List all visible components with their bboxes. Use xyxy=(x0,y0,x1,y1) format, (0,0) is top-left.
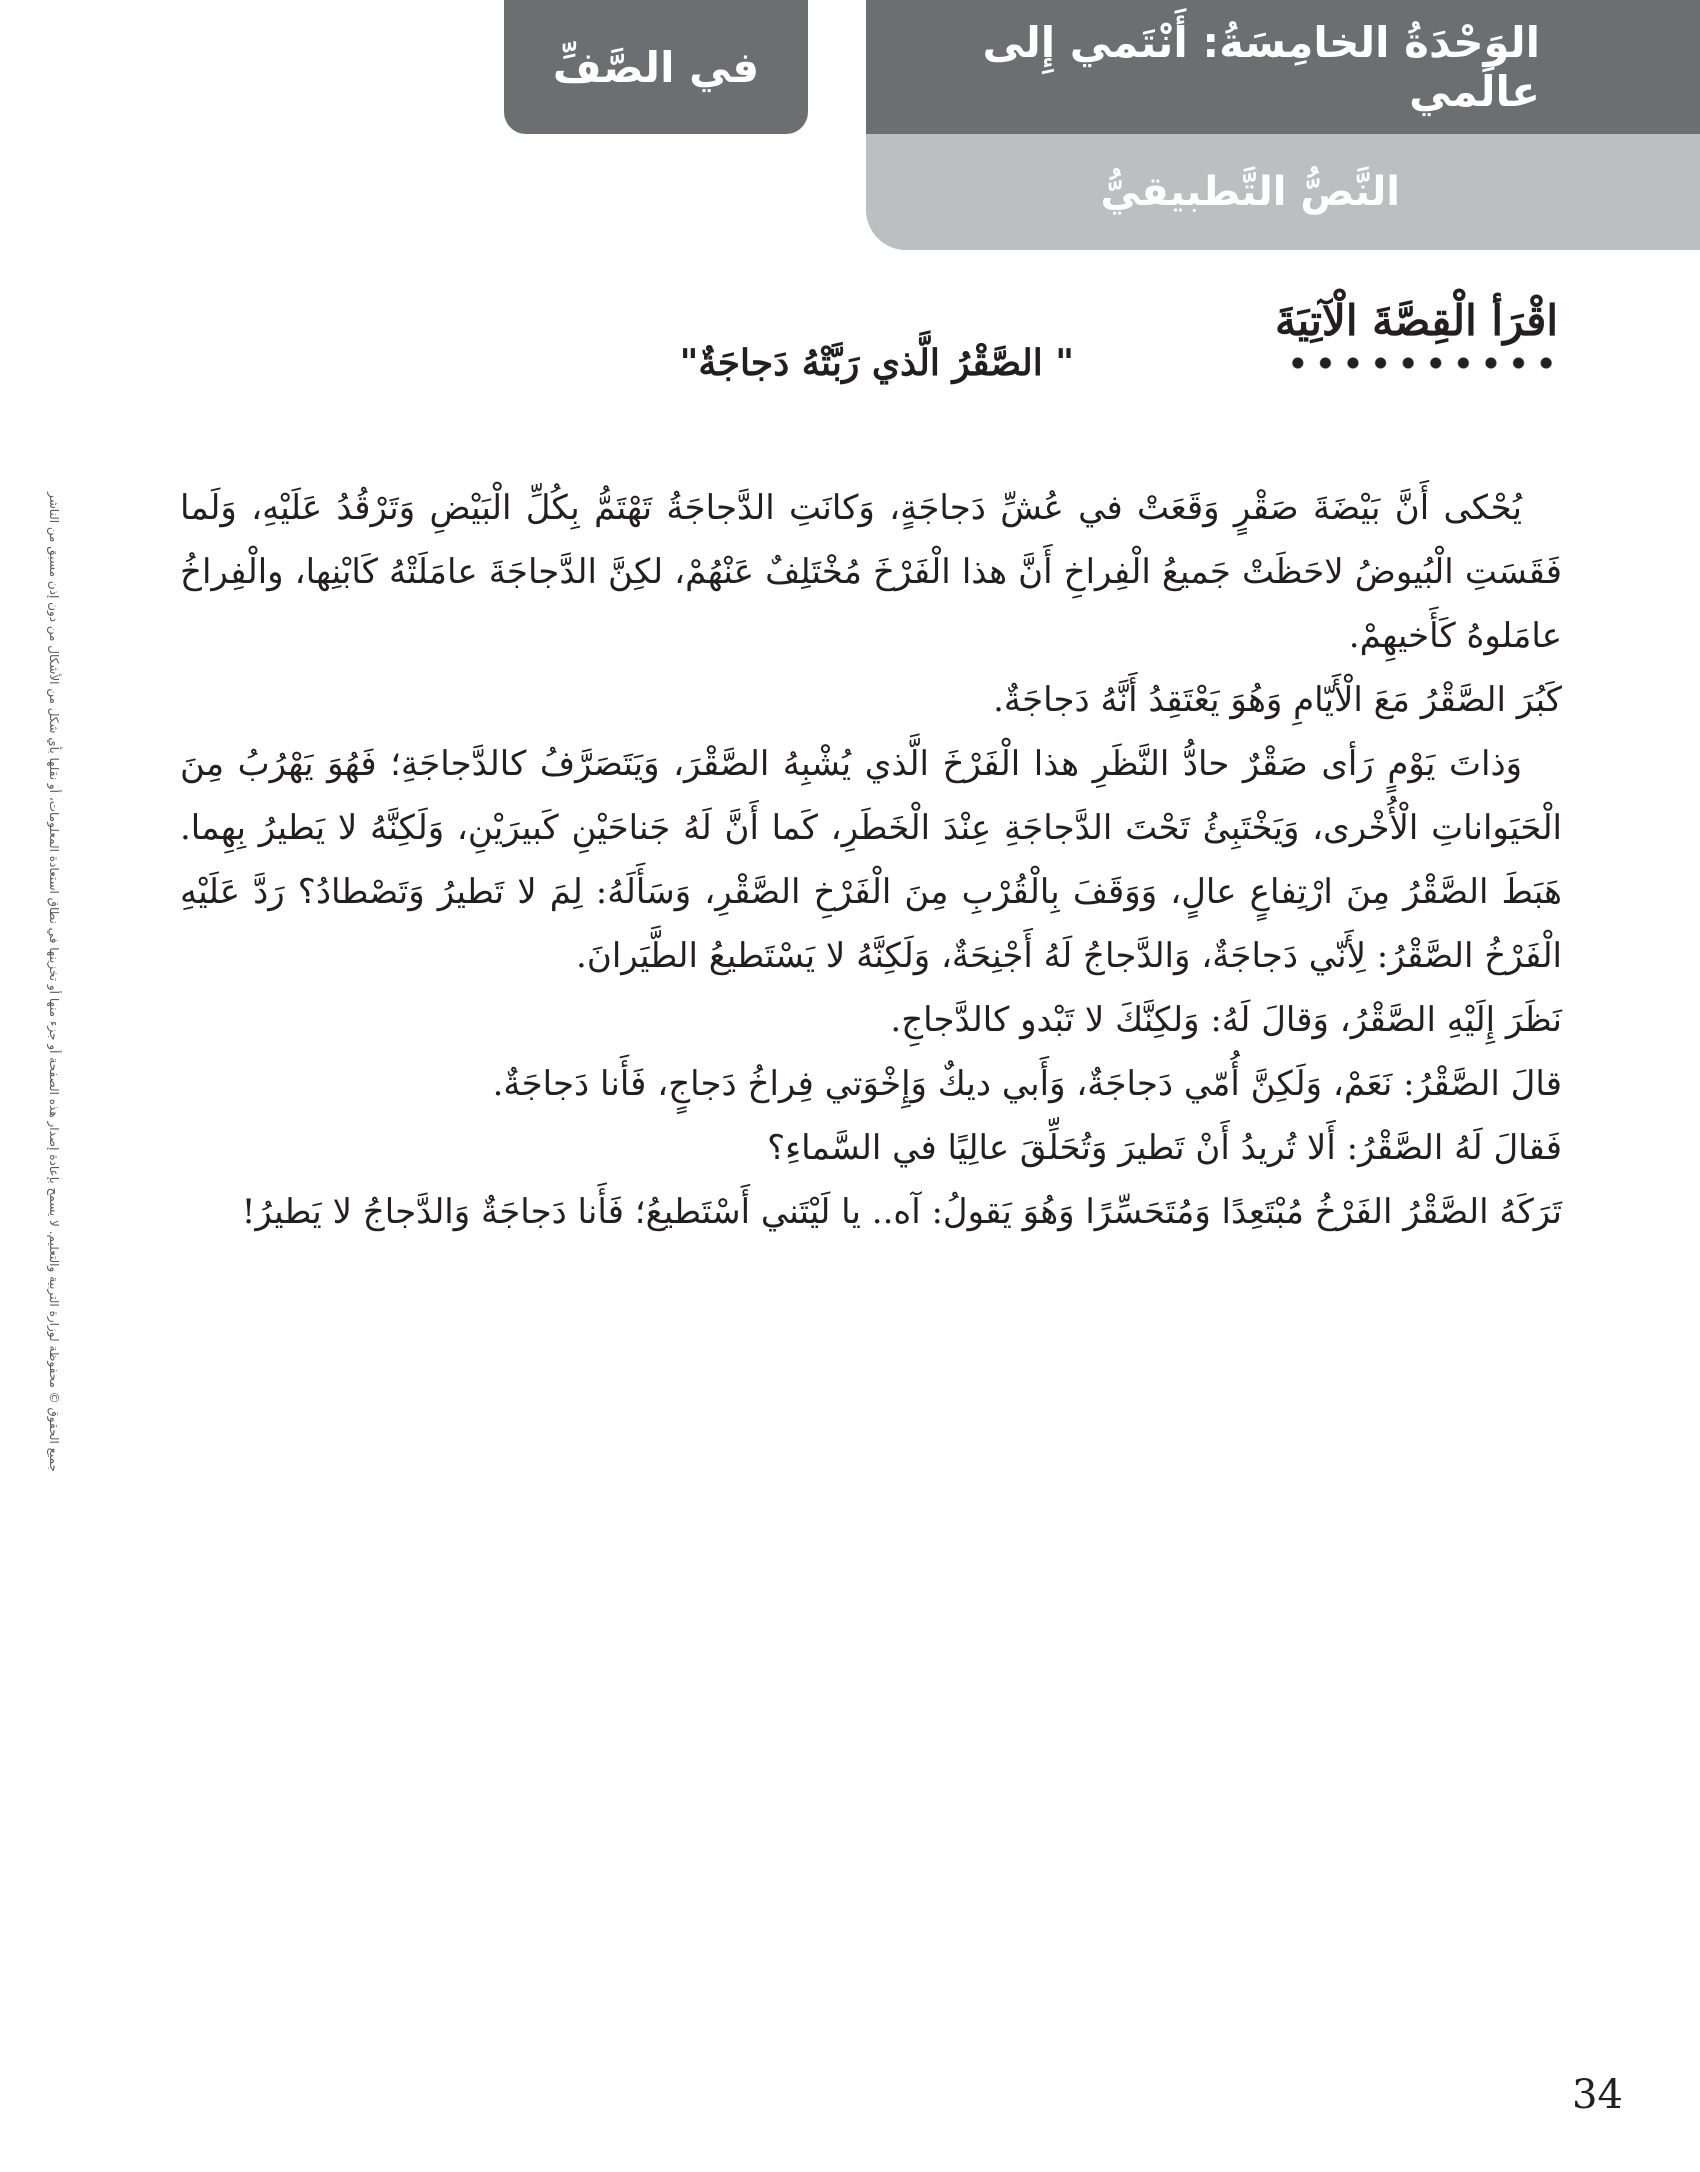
instruction-heading: اقْرَأ الْقِصَّةَ الْآتِيَةَ xyxy=(1275,296,1558,345)
class-tab-label: في الصَّفِّ xyxy=(552,42,760,92)
dotted-underline xyxy=(1284,356,1560,370)
unit-title: الوَحْدَةُ الخامِسَةُ: أَنْتَمي إِلى عالَمي xyxy=(982,18,1540,116)
story-paragraph: كَبُرَ الصَّقْرُ مَعَ الْأَيّامِ وَهُوَ يَعْتَقِدُ أَنَّهُ دَجاجَةٌ. xyxy=(993,680,1562,720)
section-title: النَّصُّ التَّطبيقيُّ xyxy=(1100,169,1400,215)
story-body xyxy=(180,476,1562,1244)
copyright-note: جميع الحقوق © محفوظة لوزارة التربية والتعليم. لا يسمح بإعادة إصدار هذه الصفحة أو جزء منها أو تخزينها في نطاق استعادة المعلومات، أو نقلها بأي شكل من الأشكال من دون إذن مسبق من الناشر xyxy=(47,492,61,1472)
unit-header xyxy=(866,0,1700,134)
story-paragraph: نَظَرَ إِلَيْهِ الصَّقْرُ، وَقالَ لَهُ: وَلكِنَّكَ لا تَبْدو كالدَّجاجِ. xyxy=(890,1000,1562,1040)
class-tab xyxy=(504,0,808,134)
story-paragraph: فَقالَ لَهُ الصَّقْرُ: أَلا تُريدُ أَنْ تَطيرَ وَتُحَلِّقَ عالِيًا في السَّماءِ؟ xyxy=(767,1128,1562,1168)
story-paragraph: قالَ الصَّقْرُ: نَعَمْ، وَلَكِنَّ أُمّي دَجاجَةٌ، وَأَبي ديكٌ وَإِخْوَتي فِراخُ دَجاجٍ، فَأَنا دَجاجَةٌ. xyxy=(492,1064,1562,1104)
story-paragraph: يُحْكى أَنَّ بَيْضَةَ صَقْرٍ وَقَعَتْ في عُشِّ دَجاجَةٍ، وَكانَتِ الدَّجاجَةُ تَهْتَمُّ بِكُلِّ الْبَيْضِ وَتَرْقُدُ عَلَيْهِ، وَلَما فَقَسَتِ الْبُيوضُ لاحَظَتْ جَميعُ الْفِراخِ أَنَّ هذا الْفَرْخَ مُخْتَلِفٌ عَنْهُمْ، لكِنَّ الدَّجاجَةَ عامَلَتْهُ كَابْنِها، والْفِراخُ عامَلوهُ كَأَخيهِمْ. xyxy=(180,488,1562,656)
story-title: " الصَّقْرُ الَّذي رَبَّتْهُ دَجاجَةٌ" xyxy=(679,342,1074,384)
section-header xyxy=(866,134,1700,250)
story-paragraph: وَذاتَ يَوْمٍ رَأى صَقْرٌ حادُّ النَّظَرِ هذا الْفَرْخَ الَّذي يُشْبِهُ الصَّقْرَ، وَيَتَصَرَّفُ كالدَّجاجَةِ؛ فَهُوَ يَهْرُبُ مِنَ الْحَيَواناتِ الْأُخْرى، وَيَخْتَبِئُ تَحْتَ الدَّجاجَةِ عِنْدَ الْخَطَرِ، كَما أَنَّ لَهُ جَناحَيْنِ كَبيرَيْنِ، وَلَكِنَّهُ لا يَطيرُ بِهِما. هَبَطَ الصَّقْرُ مِنَ ارْتِفاعٍ عالٍ، وَوَقَفَ بِالْقُرْبِ مِنَ الْفَرْخِ الصَّقْرِ، وَسَأَلَهُ: لِمَ لا تَطيرُ وَتَصْطادُ؟ رَدَّ عَلَيْهِ الْفَرْخُ الصَّقْرُ: لِأَنّي دَجاجَةٌ، وَالدَّجاجُ لَهُ أَجْنِحَةٌ، وَلَكِنَّهُ لا يَسْتَطيعُ الطَّيَرانَ. xyxy=(180,744,1562,976)
story-paragraph: تَرَكَهُ الصَّقْرُ الفَرْخُ مُبْتَعِدًا وَمُتَحَسِّرًا وَهُوَ يَقولُ: آه.. يا لَيْتَني أَسْتَطيعُ؛ فَأَنا دَجاجَةٌ وَالدَّجاجُ لا يَطيرُ! xyxy=(241,1192,1562,1232)
page-number: 34 xyxy=(1572,2072,1623,2118)
